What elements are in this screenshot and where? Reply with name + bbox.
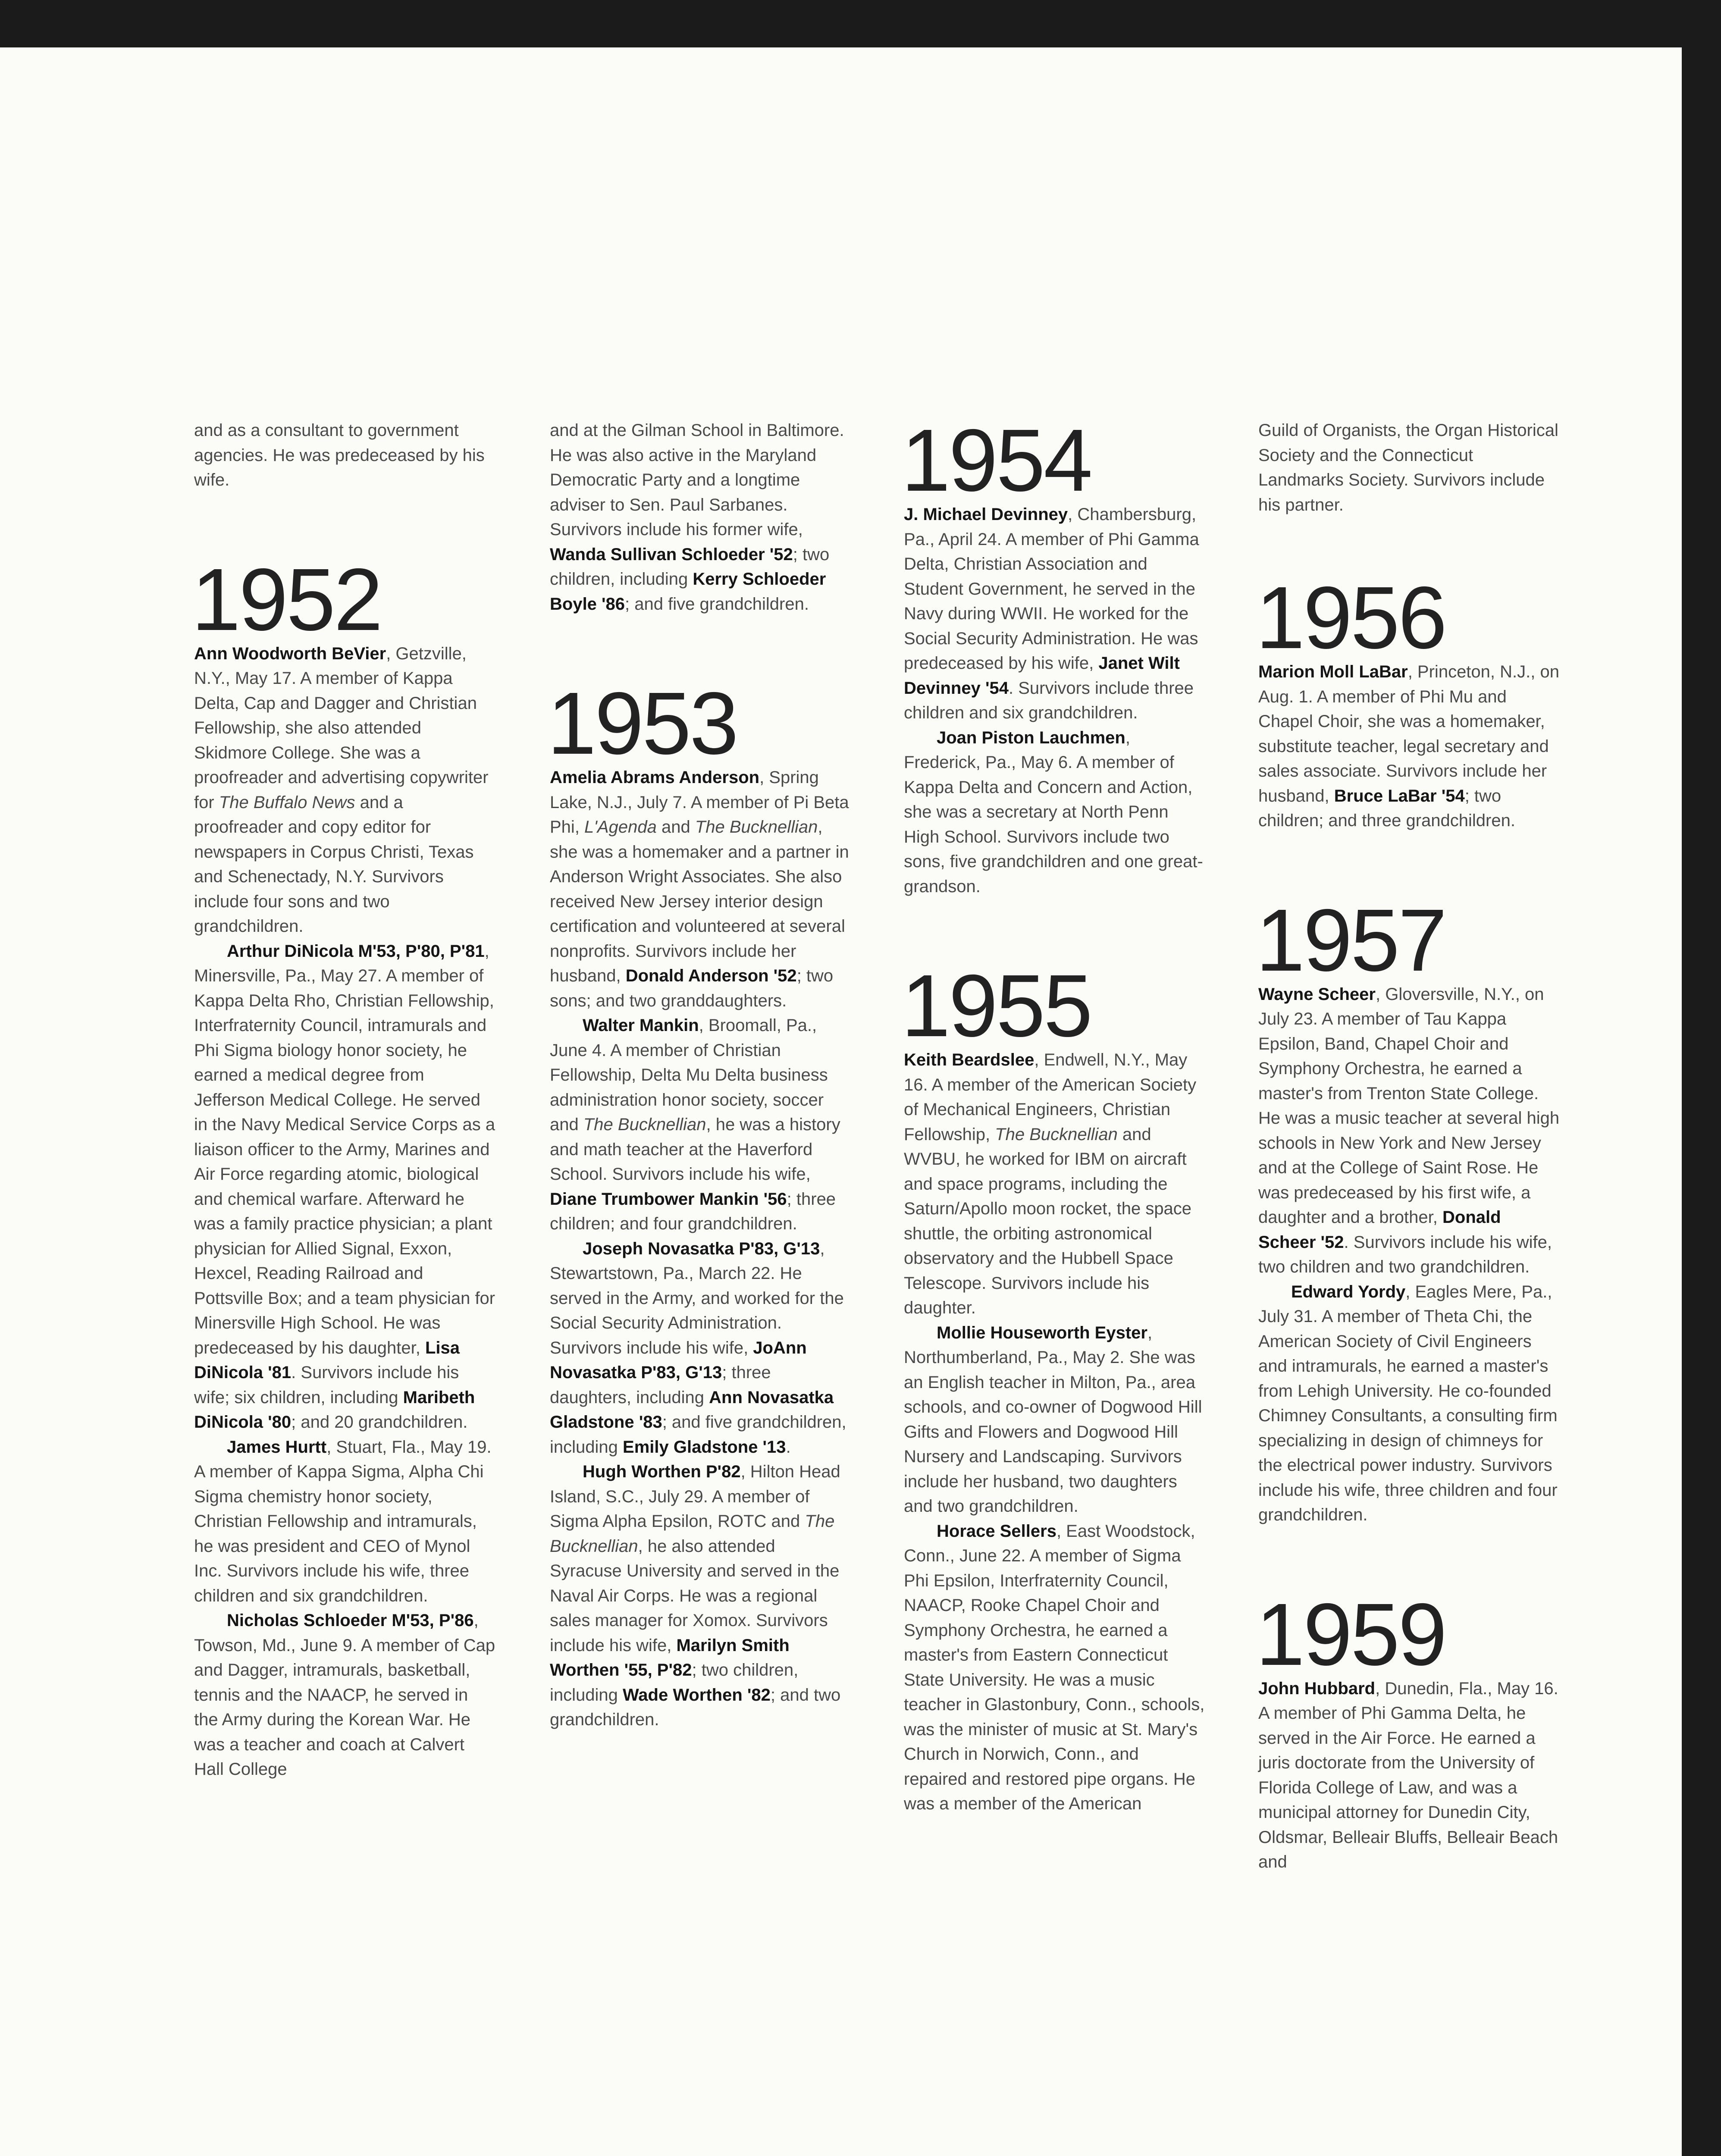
person-name: Janet Wilt Devinney '54 (904, 654, 1180, 698)
magazine-page (0, 47, 1682, 2156)
entry-text: , Towson, Md., June 9. A member of Cap and Dagger, intramurals, basketball, tennis and the NAACP, he served in the Army during the Korean War. He was a teacher and coach at Calvert Hall College (194, 1611, 495, 1779)
entry-text: . Survivors include his wife; six children, including (194, 1363, 459, 1407)
entry-text: , he also attended Syracuse University and served in the Naval Air Corps. He was a regional sales manager for Xomox. Survivors include his wife, (550, 1536, 840, 1655)
year-heading: 1954 (901, 411, 1091, 510)
obituary-entry (550, 1237, 852, 1460)
person-name: Maribeth DiNicola '80 (194, 1388, 475, 1432)
entry-text: , Chambersburg, Pa., April 24. A member of Phi Gamma Delta, Christian Association and Student Government, he served in the Navy during WWII. He worked for the Social Security Administration. He was predeceased by his wife, (904, 505, 1199, 673)
person-name: Ann Novasatka Gladstone '83 (550, 1388, 834, 1432)
person-name: Wade Worthen '82 (623, 1685, 771, 1705)
obituary-entry (904, 1321, 1206, 1519)
column-4 (1258, 418, 1560, 1875)
obituary-entry (904, 1519, 1206, 1817)
year-heading: 1957 (1256, 890, 1446, 990)
entry-text: ; and two grandchildren. (550, 1685, 841, 1729)
obituary-entry (904, 502, 1206, 726)
entry-text: , Northumberland, Pa., May 2. She was an English teacher in Milton, Pa., area schools, and co-owner of Dogwood Hill Gifts and Flowers and Dogwood Hill Nursery and Landscaping. Survivors include her husband, two daughters and two grandchildren. (904, 1323, 1202, 1516)
publication-title: The Bucknellian (995, 1125, 1118, 1144)
person-name: Walter Mankin (583, 1016, 699, 1035)
person-name: Nicholas Schloeder M'53, P'86 (227, 1611, 474, 1630)
column-3 (901, 411, 1206, 1817)
year-heading: 1952 (191, 550, 382, 649)
entry-text: ; and 20 grandchildren. (291, 1413, 468, 1432)
entry-text: , Spring Lake, N.J., July 7. A member of Pi Beta Phi, (550, 768, 849, 837)
year-heading: 1959 (1256, 1585, 1446, 1684)
entry-text: . Survivors include his wife, two children and two grandchildren. (1258, 1232, 1552, 1276)
entry-text: Guild of Organists, the Organ Historical Society and the Connecticut Landmarks Society. Survivors include his partner. (1258, 421, 1558, 514)
year-heading: 1953 (547, 674, 737, 773)
obituary-entry (550, 418, 852, 617)
year-heading: 1956 (1256, 568, 1446, 667)
person-name: Horace Sellers (937, 1521, 1056, 1541)
obituary-entry (904, 1048, 1206, 1321)
entry-text: and (656, 818, 695, 837)
person-name: Joan Piston Lauchmen (937, 728, 1125, 747)
entry-text: , East Woodstock, Conn., June 22. A member of Sigma Phi Epsilon, Interfraternity Council, NAACP, Rooke Chapel Choir and Symphony Orchestra, he earned a master's from Eastern Connecticut State University. He was a music teacher in Glastonbury, Conn., schools, was the minister of music at St. Mary's Church in Norwich, Conn., and repaired and restored pipe organs. He was a member of the American (904, 1521, 1205, 1813)
person-name: Donald Scheer '52 (1258, 1208, 1501, 1252)
year-heading: 1955 (901, 956, 1091, 1055)
entry-text: ; and five grandchildren. (625, 594, 809, 614)
obituary-entry (904, 726, 1206, 899)
obituary-entry (550, 1460, 852, 1733)
entry-text: . (786, 1437, 791, 1457)
entry-text: , Minersville, Pa., May 27. A member of Kappa Delta Rho, Christian Fellowship, Interfraternity Council, intramurals and Phi Sigma biology honor society, he earned a medical degree from Jefferson Medical College. He served in the Navy Medical Service Corps as a liaison officer to the Army, Marines and Air Force regarding atomic, biological and chemical warfare. Afterward he was a family practice physician; a plant physician for Allied Signal, Exxon, Hexcel, Reading Railroad and Pottsville Box; and a team physician for Minersville High School. He was predeceased by his daughter, (194, 941, 495, 1357)
obituary-entry (194, 1435, 496, 1609)
obituary-entry (1258, 418, 1560, 517)
obituary-entry (1258, 1280, 1560, 1528)
person-name: James Hurtt (227, 1437, 327, 1457)
person-name: Bruce LaBar '54 (1334, 786, 1465, 805)
entry-text: , he was a history and math teacher at the Haverford School. Survivors include his wife, (550, 1115, 840, 1184)
person-name: Kerry Schloeder Boyle '86 (550, 570, 826, 614)
entry-text: ; two children, including (550, 545, 830, 589)
obituary-entry (1258, 982, 1560, 1280)
publication-title: L'Agenda (584, 818, 657, 837)
publication-title: The Buffalo News (219, 793, 355, 812)
person-name: Arthur DiNicola M'53, P'80, P'81 (227, 941, 485, 961)
person-name: JoAnn Novasatka P'83, G'13 (550, 1338, 807, 1382)
entry-text: , Endwell, N.Y., May 16. A member of the American Society of Mechanical Engineers, Christian Fellowship, (904, 1050, 1197, 1144)
person-name: Keith Beardslee (904, 1050, 1034, 1069)
entry-text: and as a consultant to government agencies. He was predeceased by his wife. (194, 421, 485, 489)
obituary-entry (194, 642, 496, 939)
publication-title: The Bucknellian (583, 1115, 706, 1134)
entry-text: , Frederick, Pa., May 6. A member of Kappa Delta and Concern and Action, she was a secretary at North Penn High School. Survivors include two sons, five grandchildren and one great-grandson. (904, 728, 1203, 896)
entry-text: , Eagles Mere, Pa., July 31. A member of Theta Chi, the American Society of Civil Engineers and intramurals, he earned a master's from Lehigh University. He co-founded Chimney Consultants, a consulting firm specializing in design of chimneys for the electrical power industry. Survivors include his wife, three children and four grandchildren. (1258, 1282, 1558, 1524)
column-2 (547, 418, 852, 1733)
person-name: Wanda Sullivan Schloeder '52 (550, 545, 793, 564)
person-name: Edward Yordy (1291, 1282, 1406, 1301)
entry-text: ; two sons; and two granddaughters. (550, 966, 834, 1010)
person-name: Amelia Abrams Anderson (550, 768, 760, 787)
entry-text: ; and five grandchildren, including (550, 1413, 846, 1457)
entry-text: , Gloversville, N.Y., on July 23. A member of Tau Kappa Epsilon, Band, Chapel Choir and Symphony Orchestra, he earned a master's from Trenton State College. He was a music teacher at several high schools in New York and New Jersey and at the College of Saint Rose. He was predeceased by his first wife, a daughter and a brother, (1258, 984, 1560, 1227)
person-name: Wayne Scheer (1258, 984, 1376, 1004)
entry-text: , Broomall, Pa., June 4. A member of Christian Fellowship, Delta Mu Delta business administration honor society, soccer and (550, 1016, 828, 1134)
person-name: Ann Woodworth BeVier (194, 644, 386, 663)
entry-text: ; two children, including (550, 1661, 799, 1705)
person-name: Marion Moll LaBar (1258, 662, 1408, 681)
person-name: Lisa DiNicola '81 (194, 1338, 460, 1382)
entry-text: ; three children; and four grandchildren. (550, 1189, 836, 1233)
entry-text: . Survivors include three children and six grandchildren. (904, 678, 1194, 722)
entry-text: ; three daughters, including (550, 1363, 771, 1407)
publication-title: The Bucknellian (550, 1512, 835, 1556)
column-1 (191, 418, 496, 1782)
entry-text: , Hilton Head Island, S.C., July 29. A member of Sigma Alpha Epsilon, ROTC and (550, 1462, 840, 1531)
obituary-entry (1258, 660, 1560, 834)
obituary-entry (194, 939, 496, 1435)
obituary-entry (550, 1013, 852, 1237)
person-name: Joseph Novasatka P'83, G'13 (583, 1239, 820, 1258)
entry-text: , Dunedin, Fla., May 16. A member of Phi Gamma Delta, he served in the Air Force. He earned a juris doctorate from the University of Florida College of Law, and was a municipal attorney for Dunedin City, Oldsmar, Belleair Bluffs, Belleair Beach and (1258, 1679, 1558, 1871)
obituary-entry (550, 765, 852, 1013)
entry-text: and a proofreader and copy editor for newspapers in Corpus Christi, Texas and Schenectady, N.Y. Survivors include four sons and two grandchildren. (194, 793, 474, 936)
entry-text: and at the Gilman School in Baltimore. He was also active in the Maryland Democratic Party and a longtime adviser to Sen. Paul Sarbanes. Survivors include his former wife, (550, 421, 844, 539)
person-name: Emily Gladstone '13 (623, 1437, 786, 1457)
person-name: Hugh Worthen P'82 (583, 1462, 741, 1481)
person-name: Marilyn Smith Worthen '55, P'82 (550, 1636, 790, 1680)
entry-text: , Getzville, N.Y., May 17. A member of Kappa Delta, Cap and Dagger and Christian Fellowship, she also attended Skidmore College. She was a proofreader and advertising copywriter for (194, 644, 489, 812)
publication-title: The Bucknellian (695, 818, 818, 837)
entry-text: , Princeton, N.J., on Aug. 1. A member of Phi Mu and Chapel Choir, she was a homemaker, substitute teacher, legal secretary and sales associate. Survivors include her husband, (1258, 662, 1559, 805)
entry-text: , Stewartstown, Pa., March 22. He served in the Army, and worked for the Social Security Administration. Survivors include his wife, (550, 1239, 844, 1357)
obituary-entry (194, 1608, 496, 1782)
entry-text: , Stuart, Fla., May 19. A member of Kappa Sigma, Alpha Chi Sigma chemistry honor society, Christian Fellowship and intramurals, he was president and CEO of Mynol Inc. Survivors include his wife, three children and six grandchildren. (194, 1437, 492, 1605)
entry-text: ; two children; and three grandchildren. (1258, 786, 1515, 830)
person-name: J. Michael Devinney (904, 505, 1068, 524)
person-name: Mollie Houseworth Eyster (937, 1323, 1147, 1342)
obituary-entry (1258, 1677, 1560, 1875)
entry-text: and WVBU, he worked for IBM on aircraft and space programs, including the Saturn/Apollo moon rocket, the space shuttle, the orbiting astronomical observatory and the Hubbell Space Telescope. Survivors include his daughter. (904, 1125, 1192, 1317)
entry-text: , she was a homemaker and a partner in Anderson Wright Associates. She also received New Jersey interior design certification and volunteered at several nonprofits. Survivors include her husband, (550, 818, 849, 985)
person-name: Donald Anderson '52 (625, 966, 797, 985)
person-name: Diane Trumbower Mankin '56 (550, 1189, 787, 1209)
person-name: John Hubbard (1258, 1679, 1376, 1698)
obituary-entry (194, 418, 496, 493)
